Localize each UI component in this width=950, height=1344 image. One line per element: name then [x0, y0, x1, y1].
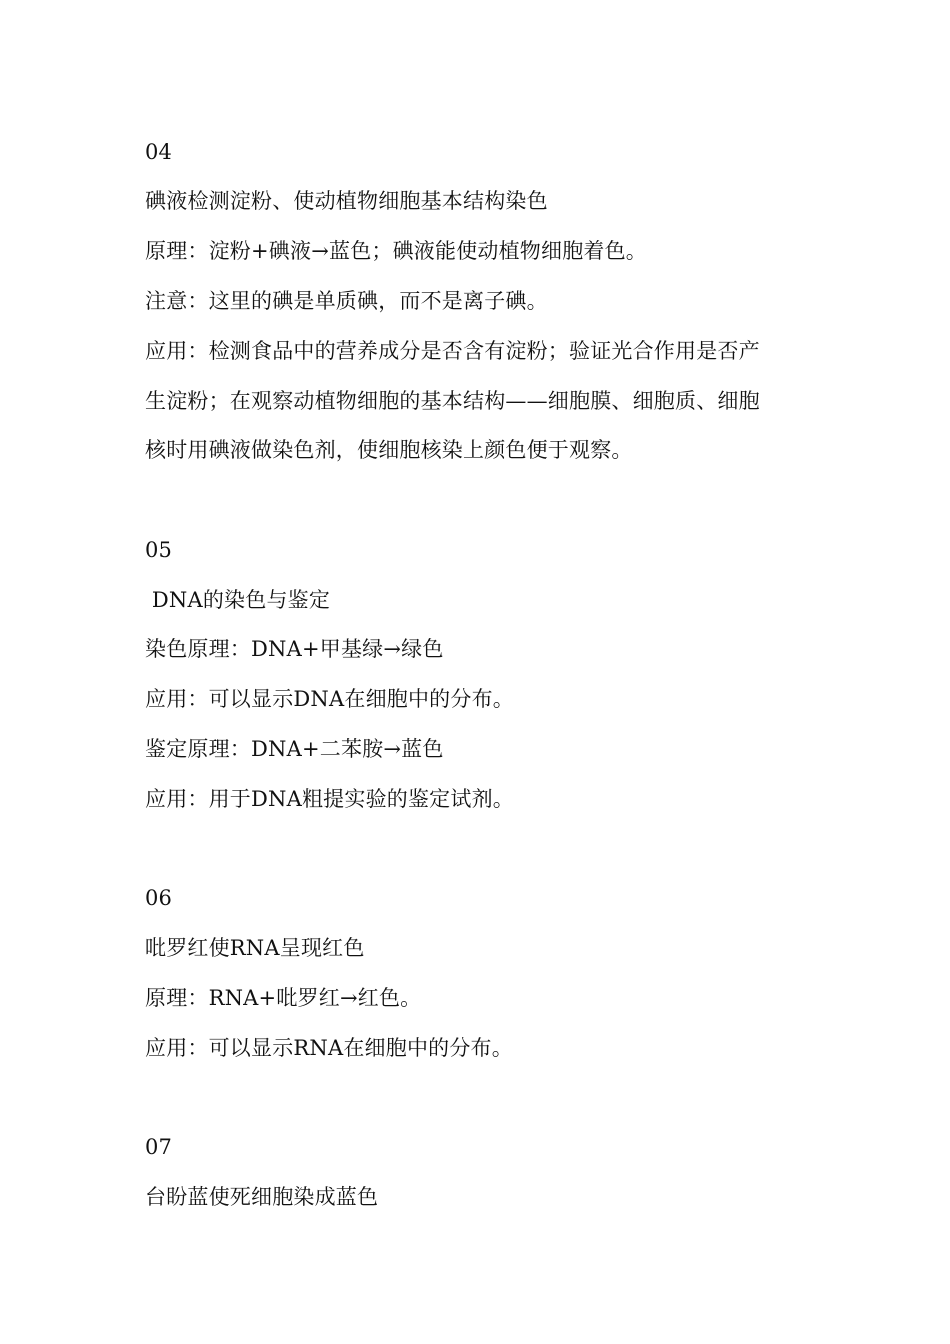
section-04-application-line-3: 核时用碘液做染色剂，使细胞核染上颜色便于观察。 [145, 438, 633, 462]
section-07-number: 07 [145, 1135, 173, 1159]
section-04-principle: 原理：淀粉+碘液→蓝色；碘液能使动植物细胞着色。 [145, 239, 647, 263]
section-04-application-line-1: 应用：检测食品中的营养成分是否含有淀粉；验证光合作用是否产 [145, 339, 760, 363]
section-05-number: 05 [145, 538, 173, 562]
section-06-application: 应用：可以显示RNA在细胞中的分布。 [145, 1036, 513, 1060]
section-06-title: 吡罗红使RNA呈现红色 [145, 936, 365, 960]
section-05-stain-principle: 染色原理：DNA+甲基绿→绿色 [145, 637, 444, 661]
section-05-title: DNA的染色与鉴定 [145, 588, 331, 612]
section-05-identify-principle: 鉴定原理：DNA+二苯胺→蓝色 [145, 737, 444, 761]
section-05-identify-application: 应用：用于DNA粗提实验的鉴定试剂。 [145, 787, 514, 811]
section-05-stain-application: 应用：可以显示DNA在细胞中的分布。 [145, 687, 514, 711]
section-07-title: 台盼蓝使死细胞染成蓝色 [145, 1185, 379, 1209]
section-06-number: 06 [145, 886, 173, 910]
section-04-title: 碘液检测淀粉、使动植物细胞基本结构染色 [145, 189, 548, 213]
section-06-principle: 原理：RNA+吡罗红→红色。 [145, 986, 422, 1010]
section-04-note: 注意：这里的碘是单质碘，而不是离子碘。 [145, 289, 548, 313]
section-04-number: 04 [145, 140, 173, 164]
section-04-application-line-2: 生淀粉；在观察动植物细胞的基本结构——细胞膜、细胞质、细胞 [145, 389, 760, 413]
